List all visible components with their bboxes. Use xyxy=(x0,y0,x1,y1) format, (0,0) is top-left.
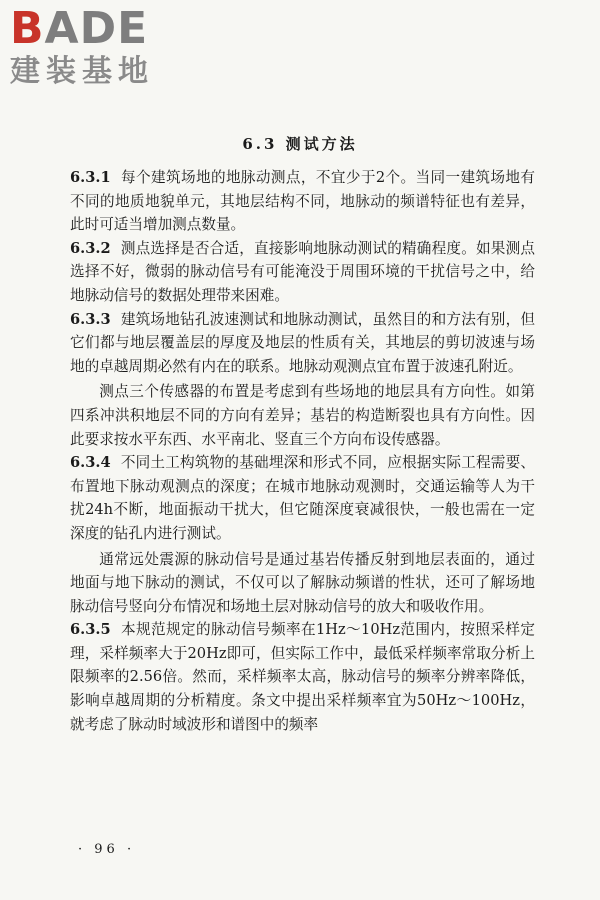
clause-6-3-2 xyxy=(70,237,535,308)
clause-text: 不同土工构筑物的基础埋深和形式不同，应根据实际工程需要、布置地下脉动观测点的深度；在城市地脉动观测时，交通运输等人为干扰24h不断，地面振动干扰大，但它随深度衰减很快，一般也需在一定深度的钻孔内进行测试。 xyxy=(70,454,535,542)
logo-subtitle: 建装基地 xyxy=(10,54,154,89)
section-title: 6.3 测试方法 xyxy=(242,135,358,153)
paragraph-signal-propagation xyxy=(70,548,535,619)
logo-wordmark xyxy=(10,3,180,54)
clause-text: 测点选择是否合适，直接影响地脉动测试的精确程度。如果测点选择不好，微弱的脉动信号有可能淹没于周围环境的干扰信号之中，给地脉动信号的数据处理带来困难。 xyxy=(70,239,535,304)
document-body xyxy=(70,166,535,736)
paragraph-sensor-layout xyxy=(70,380,535,451)
logo-accent-letter: B xyxy=(10,3,45,54)
clause-text: 建筑场地钻孔波速测试和地脉动测试，虽然目的和方法有别，但它们都与地层覆盖层的厚度及地层的性质有关，其地层的剪切波速与场地的卓越周期必然有内在的联系。地脉动观测点宜布置于波速孔附近。 xyxy=(70,310,535,375)
clause-text: 本规范规定的脉动信号频率在1Hz～10Hz范围内，按照采样定理，采样频率大于20Hz即可，但实际工作中，最低采样频率常取分析上限频率的2.56倍。然而，采样频率太高，脉动信号的频率分辨率降低，影响卓越周期的分析精度。条文中提出采样频率宜为50Hz～100Hz，就考虑了脉动时域波形和谱图中的频率 xyxy=(70,621,535,733)
page-number: · 96 · xyxy=(78,842,136,857)
bade-logo xyxy=(10,3,180,90)
clause-6-3-1 xyxy=(70,166,535,237)
clause-6-3-5 xyxy=(70,618,535,736)
clause-text: 每个建筑场地的地脉动测点，不宜少于2个。当同一建筑场地有不同的地质地貌单元，其地层结构不同，地脉动的频谱特征也有差异，此时可适当增加测点数量。 xyxy=(70,169,535,234)
logo-wordmark-rest: ADE xyxy=(44,3,149,54)
clause-6-3-4 xyxy=(70,451,535,545)
clause-number: 6.3.1 xyxy=(70,169,111,186)
clause-number: 6.3.3 xyxy=(70,310,111,328)
paragraph-text: 测点三个传感器的布置是考虑到有些场地的地层具有方向性。如第四系冲洪积地层不同的方向有差异；基岩的构造断裂也具有方向性。因此要求按水平东西、水平南北、竖直三个方向布设传感器。 xyxy=(70,383,535,448)
clause-number: 6.3.4 xyxy=(70,454,111,472)
clause-number: 6.3.2 xyxy=(70,239,111,257)
clause-6-3-3 xyxy=(70,308,535,379)
clause-number: 6.3.5 xyxy=(70,621,111,639)
paragraph-text: 通常远处震源的脉动信号是通过基岩传播反射到地层表面的，通过地面与地下脉动的测试，不仅可以了解脉动频谱的性状，还可了解场地脉动信号竖向分布情况和场地土层对脉动信号的放大和吸收作用。 xyxy=(70,550,535,615)
